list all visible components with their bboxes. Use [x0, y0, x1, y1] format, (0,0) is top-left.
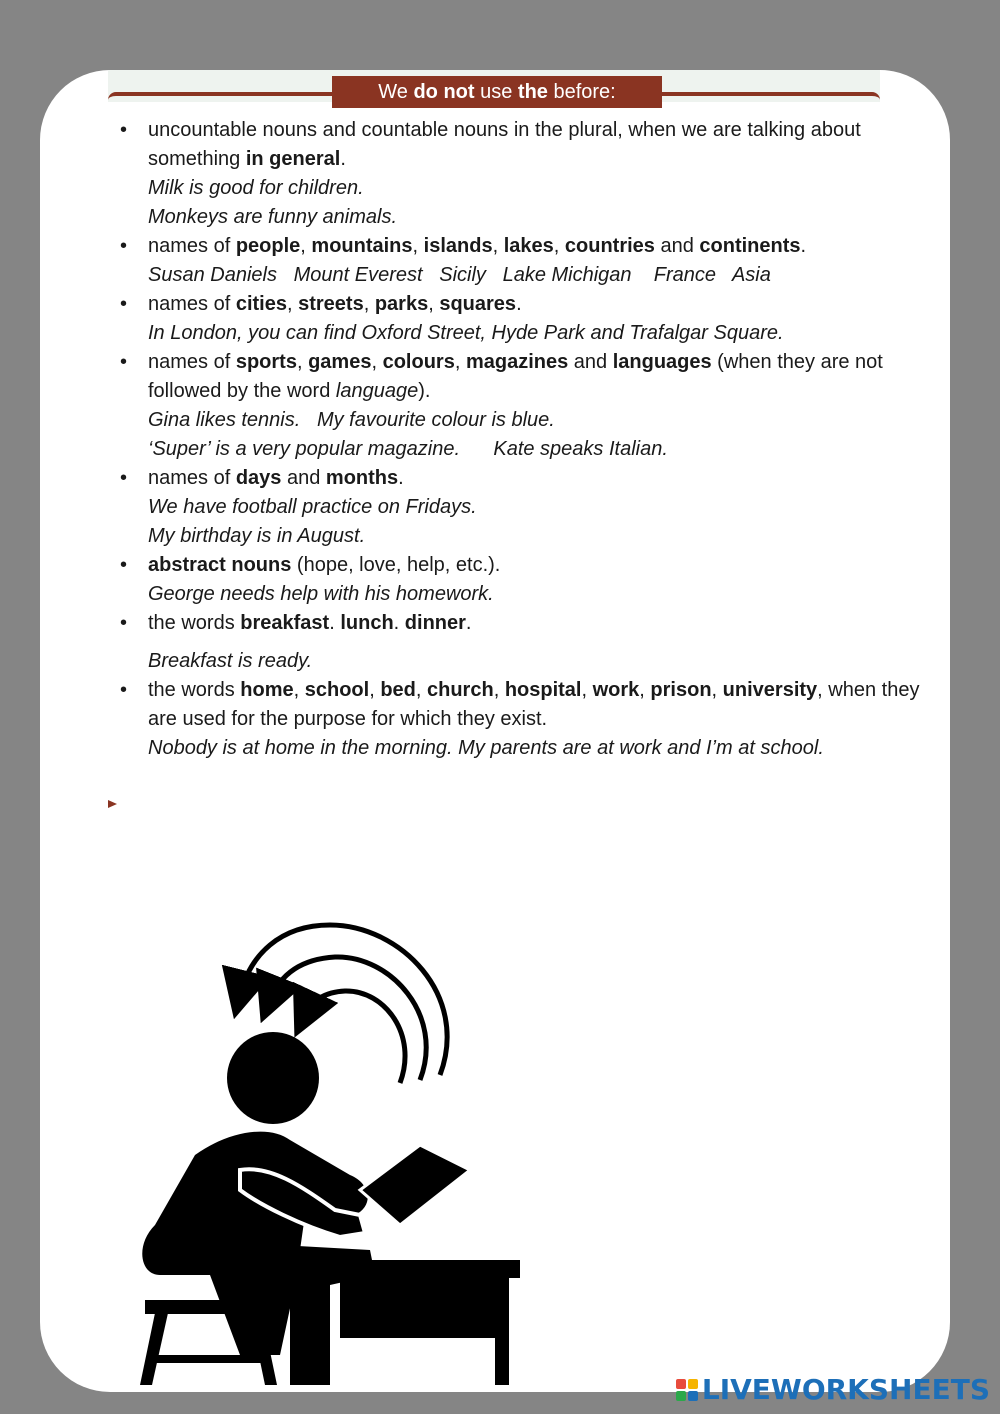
example-sentence: Gina likes tennis. My favourite colour is blue. [148, 409, 555, 431]
rule-segment: , [293, 679, 305, 701]
rule-keyword: islands [423, 235, 493, 257]
rule-segment: , [286, 293, 299, 315]
example-sentence: In London, you can find Oxford Street, Hyde Park and Trafalgar Square. [148, 322, 784, 344]
rule-segment: (when they are not followed by the word [148, 351, 883, 402]
title-part: use [474, 80, 518, 103]
rule-segment: , [296, 351, 309, 373]
rule-segment: , [454, 351, 466, 373]
logo-square [688, 1391, 698, 1401]
liveworksheets-logo [676, 1373, 990, 1406]
rules-list [120, 116, 920, 763]
rule-segment: the words [148, 612, 241, 634]
bullet-icon: • [120, 467, 128, 489]
bullet-icon: • [120, 119, 128, 141]
rule-segment: , [371, 351, 383, 373]
rule-item [120, 551, 920, 609]
rule-text [148, 348, 920, 406]
title-part: We [378, 80, 414, 103]
rule-keyword: months [325, 467, 399, 489]
rule-segment: and [654, 235, 700, 257]
title-part-bold: do not [413, 80, 475, 103]
rule-segment: names of [148, 351, 236, 373]
rule-segment: names of [148, 293, 236, 315]
rule-keyword: work [592, 679, 640, 701]
rule-keyword: dinner [404, 612, 466, 634]
worksheet-card [40, 70, 950, 1392]
rule-segment: the words [148, 679, 241, 701]
rule-keyword: parks [374, 293, 429, 315]
rule-segment: . [516, 293, 522, 315]
stool-leg [140, 1313, 168, 1385]
rule-keyword: breakfast [240, 612, 330, 634]
rule-segment: language [335, 380, 419, 402]
rule-keyword: university [722, 679, 818, 701]
rule-segment: , [300, 235, 312, 257]
rule-keyword: school [304, 679, 370, 701]
student-reading-icon [100, 915, 520, 1385]
rule-text [148, 290, 920, 319]
rule-text [148, 551, 920, 580]
rule-segment: , [639, 679, 651, 701]
rule-segment: , [369, 679, 381, 701]
rule-segment: . [393, 612, 405, 634]
rule-segment: , [415, 679, 427, 701]
rule-item [120, 464, 920, 551]
stool-rung [152, 1355, 267, 1363]
rule-segment: , when they are used for the purpose for which they exist. [148, 679, 920, 730]
rule-keyword: cities [235, 293, 287, 315]
example-sentence: My birthday is in August. [148, 525, 366, 547]
rule-keyword: days [235, 467, 282, 489]
example-sentence: George needs help with his homework. [148, 583, 494, 605]
section-title [332, 76, 662, 108]
rule-item [120, 116, 920, 232]
rule-segment: . [465, 612, 472, 634]
rule-keyword: lakes [503, 235, 554, 257]
rule-segment: (hope, love, help, etc.). [291, 554, 501, 576]
bullet-icon: • [120, 351, 128, 373]
bullet-icon: • [120, 679, 128, 701]
logo-square [676, 1379, 686, 1389]
rule-keyword: lunch [340, 612, 394, 634]
example-sentence: Monkeys are funny animals. [148, 206, 398, 228]
rule-keyword: people [235, 235, 301, 257]
rule-keyword: hospital [504, 679, 582, 701]
stool-seat [145, 1300, 265, 1314]
rule-keyword: games [308, 351, 372, 373]
rule-text [148, 232, 920, 261]
book-shape [360, 1145, 470, 1225]
rule-keyword: magazines [465, 351, 569, 373]
rule-segment: uncountable nouns and countable nouns in the plural, when we are talking about something [148, 119, 861, 170]
rule-keyword: home [240, 679, 294, 701]
bullet-icon: • [120, 235, 128, 257]
rule-segment: , [492, 235, 504, 257]
desk-panel [340, 1278, 500, 1338]
bullet-icon: • [120, 554, 128, 576]
title-part-bold: the [517, 80, 548, 103]
rule-segment: , [711, 679, 723, 701]
rule-keyword: languages [612, 351, 712, 373]
rule-segment: , [493, 679, 505, 701]
rule-item [120, 609, 920, 676]
example-sentence: Breakfast is ready. [148, 650, 313, 672]
rule-segment: , [428, 293, 440, 315]
rule-text [148, 609, 920, 638]
rule-segment: and [568, 351, 613, 373]
rule-segment: . [800, 235, 807, 257]
example-sentence: Nobody is at home in the morning. My parents are at work and I’m at school. [148, 737, 824, 759]
rule-keyword: mountains [311, 235, 413, 257]
rule-item [120, 290, 920, 348]
corner-mark [108, 800, 117, 808]
rule-item [120, 348, 920, 464]
rule-segment: names of [148, 235, 236, 257]
rule-keyword: streets [298, 293, 364, 315]
rule-keyword: bed [380, 679, 416, 701]
rule-keyword: continents [699, 235, 801, 257]
rule-segment: . [398, 467, 404, 489]
rule-keyword: countries [564, 235, 655, 257]
logo-square [688, 1379, 698, 1389]
rule-segment: . [340, 148, 346, 170]
rule-segment: names of [148, 467, 236, 489]
logo-text: LIVEWORKSHEETS [701, 1373, 990, 1406]
rule-segment: . [329, 612, 341, 634]
thought-arc-icon [305, 991, 405, 1083]
rule-text [148, 676, 920, 734]
rule-item [120, 676, 920, 763]
example-sentence: We have football practice on Fridays. [148, 496, 477, 518]
title-part: before: [547, 80, 616, 103]
rule-segment: , [553, 235, 565, 257]
rule-text [148, 116, 920, 174]
example-sentence: Milk is good for children. [148, 177, 364, 199]
example-sentence: ‘Super’ is a very popular magazine. Kate speaks Italian. [148, 438, 668, 460]
rule-segment: ). [418, 380, 431, 402]
example-sentence: Susan Daniels Mount Everest Sicily Lake Michigan France Asia [148, 264, 771, 286]
rule-keyword: prison [650, 679, 712, 701]
rule-segment: and [281, 467, 326, 489]
rule-segment: , [581, 679, 593, 701]
bullet-icon: • [120, 612, 128, 634]
rule-text [148, 464, 920, 493]
rule-item [120, 232, 920, 290]
logo-square [676, 1391, 686, 1401]
logo-badge-icon [676, 1379, 698, 1401]
rule-keyword: sports [235, 351, 297, 373]
rule-keyword: in general [245, 148, 341, 170]
rule-segment: , [412, 235, 424, 257]
head-shape [227, 1032, 319, 1124]
rule-segment: , [363, 293, 375, 315]
rule-keyword: colours [382, 351, 455, 373]
bullet-icon: • [120, 293, 128, 315]
rule-keyword: squares [439, 293, 517, 315]
rule-keyword: church [427, 679, 494, 701]
rule-keyword: abstract nouns [148, 554, 292, 576]
